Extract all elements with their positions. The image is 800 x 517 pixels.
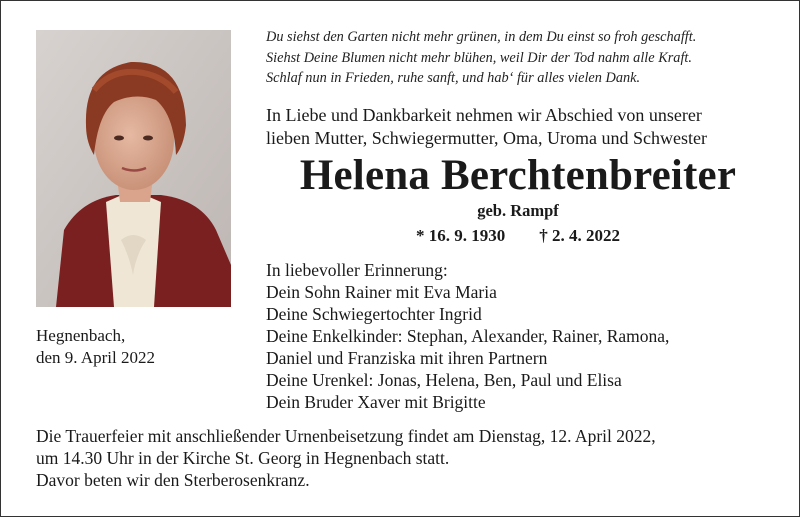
poem-line: Du siehst den Garten nicht mehr grünen, in dem Du einst so froh geschafft. xyxy=(266,29,697,45)
funeral-line: Die Trauerfeier mit anschließender Urnenbeisetzung findet am Dienstag, 12. April 2022, xyxy=(36,426,656,446)
mourners-heading: In liebevoller Erinnerung: xyxy=(266,260,448,280)
life-dates xyxy=(266,226,770,246)
funeral-line: Davor beten wir den Sterberosenkranz. xyxy=(36,470,310,490)
notice-date: den 9. April 2022 xyxy=(36,348,155,367)
mourner: Deine Enkelkinder: Stephan, Alexander, Rainer, Ramona, xyxy=(266,326,670,346)
intro-line: lieben Mutter, Schwiegermutter, Oma, Uroma und Schwester xyxy=(266,128,707,148)
mourner: Deine Urenkel: Jonas, Helena, Ben, Paul und Elisa xyxy=(266,370,622,390)
place-and-date xyxy=(36,325,155,369)
funeral-details xyxy=(36,425,656,491)
intro-line: In Liebe und Dankbarkeit nehmen wir Abschied von unserer xyxy=(266,105,702,125)
farewell-intro xyxy=(266,104,707,150)
deceased-name: Helena Berchtenbreiter xyxy=(299,152,737,199)
birth-date: * 16. 9. 1930 xyxy=(416,226,506,245)
mourner: Daniel und Franziska mit ihren Partnern xyxy=(266,348,548,368)
mourner: Dein Bruder Xaver mit Brigitte xyxy=(266,392,486,412)
birth-name: geb. Rampf xyxy=(477,201,559,220)
death-date: † 2. 4. 2022 xyxy=(539,226,620,245)
poem-line: Schlaf nun in Frieden, ruhe sanft, und hab‘ für alles vielen Dank. xyxy=(266,70,641,86)
mourners-list xyxy=(266,259,669,413)
portrait-photo xyxy=(36,30,231,307)
place: Hegnenbach, xyxy=(36,326,126,345)
poem xyxy=(266,27,696,89)
mourner: Deine Schwiegertochter Ingrid xyxy=(266,304,482,324)
poem-line: Siehst Deine Blumen nicht mehr blühen, weil Dir der Tod nahm alle Kraft. xyxy=(266,49,692,66)
portrait-image xyxy=(36,30,231,307)
funeral-line: um 14.30 Uhr in der Kirche St. Georg in Hegnenbach statt. xyxy=(36,448,450,468)
mourner: Dein Sohn Rainer mit Eva Maria xyxy=(266,282,497,302)
